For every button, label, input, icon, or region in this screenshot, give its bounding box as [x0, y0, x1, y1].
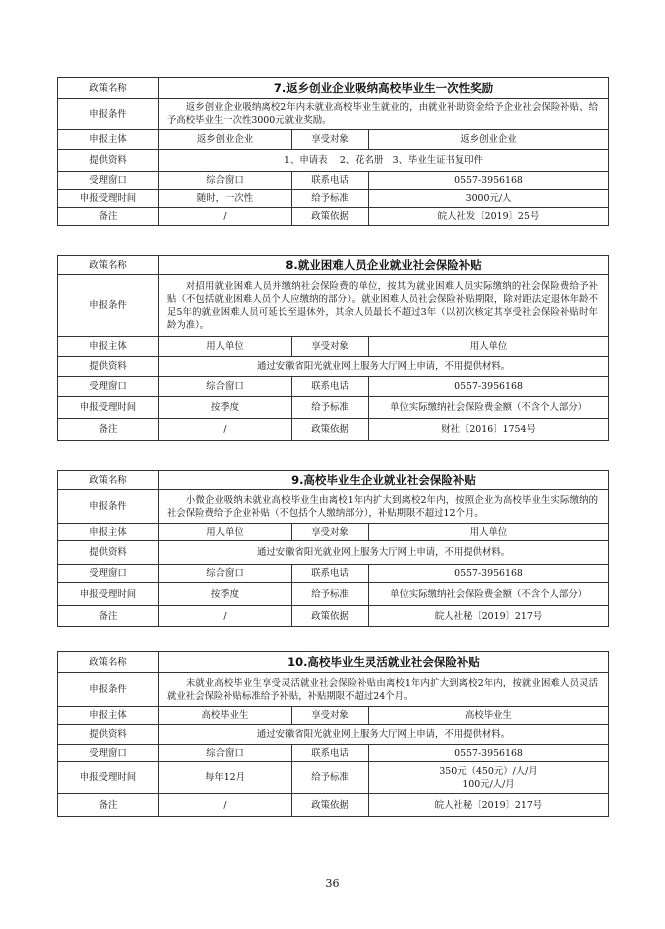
remark-value: / — [159, 419, 292, 441]
basis-value: 皖人社秘〔2019〕217号 — [369, 794, 609, 817]
policy-name-label: 政策名称 — [58, 471, 159, 490]
beneficiary-label: 享受对象 — [292, 524, 369, 541]
remark-label: 备注 — [58, 606, 159, 627]
materials-label: 提供资料 — [58, 541, 159, 565]
basis-label: 政策依据 — [292, 419, 369, 441]
policy-table-10 — [57, 651, 609, 817]
materials-value: 1、申请表 2、花名册 3、毕业生证书复印件 — [159, 150, 609, 172]
basis-value: 财社〔2016〕1754号 — [369, 419, 609, 441]
materials-value: 通过安徽省阳光就业网上服务大厅网上申请，不用提供材料。 — [159, 541, 609, 565]
standard-label: 给予标准 — [292, 762, 369, 794]
subject-value: 用人单位 — [159, 524, 292, 541]
policy-table-9 — [57, 470, 609, 627]
time-value: 按季度 — [159, 583, 292, 606]
standard-line: 3000元/人 — [465, 193, 512, 204]
conditions-label: 申报条件 — [58, 490, 159, 524]
remark-value: / — [159, 208, 292, 226]
subject-value: 高校毕业生 — [159, 707, 292, 725]
standard-line: 单位实际缴纳社会保险费金额（不含个人部分） — [390, 588, 587, 600]
conditions-text: 未就业高校毕业生享受灵活就业社会保险补贴由离校1年内扩大到离校2年内，按就业困难人员灵活就业社会保险补贴标准给予补贴，补贴期限不超过24个月。 — [159, 673, 609, 707]
policy-title: 9.高校毕业生企业就业社会保险补贴 — [159, 471, 609, 490]
subject-value: 返乡创业企业 — [159, 130, 292, 150]
remark-label: 备注 — [58, 794, 159, 817]
subject-value: 用人单位 — [159, 337, 292, 357]
subject-label: 申报主体 — [58, 524, 159, 541]
standard-value — [369, 583, 609, 606]
conditions-label: 申报条件 — [58, 275, 159, 337]
policy-name-label: 政策名称 — [58, 652, 159, 673]
phone-value: 0557-3956168 — [369, 745, 609, 762]
policy-title: 8.就业困难人员企业就业社会保险补贴 — [159, 256, 609, 275]
standard-value — [369, 762, 609, 794]
time-label: 申报受理时间 — [58, 583, 159, 606]
policy-table-7 — [57, 77, 609, 226]
basis-value: 皖人社发〔2019〕25号 — [369, 208, 609, 226]
beneficiary-value: 用人单位 — [369, 337, 609, 357]
policy-title: 7.返乡创业企业吸纳高校毕业生一次性奖励 — [159, 78, 609, 99]
phone-value: 0557-3956168 — [369, 377, 609, 397]
policy-table-8 — [57, 255, 609, 441]
policy-title: 10.高校毕业生灵活就业社会保险补贴 — [159, 652, 609, 673]
subject-label: 申报主体 — [58, 707, 159, 725]
phone-value: 0557-3956168 — [369, 172, 609, 190]
standard-label: 给予标准 — [292, 397, 369, 419]
page-number: 36 — [325, 877, 340, 890]
phone-label: 联系电话 — [292, 377, 369, 397]
window-value: 综合窗口 — [159, 172, 292, 190]
basis-label: 政策依据 — [292, 606, 369, 627]
beneficiary-value: 返乡创业企业 — [369, 130, 609, 150]
subject-label: 申报主体 — [58, 130, 159, 150]
window-label: 受理窗口 — [58, 172, 159, 190]
window-value: 综合窗口 — [159, 745, 292, 762]
beneficiary-label: 享受对象 — [292, 337, 369, 357]
window-label: 受理窗口 — [58, 565, 159, 583]
phone-label: 联系电话 — [292, 565, 369, 583]
window-label: 受理窗口 — [58, 377, 159, 397]
standard-value — [369, 397, 609, 419]
materials-value: 通过安徽省阳光就业网上服务大厅网上申请，不用提供材料。 — [159, 725, 609, 745]
time-value: 随时，一次性 — [159, 190, 292, 208]
conditions-text: 对招用就业困难人员并缴纳社会保险费的单位，按其为就业困难人员实际缴纳的社会保险费给予补贴（不包括就业困难人员个人应缴纳的部分）。就业困难人员社会保险补贴期限，除对距法定退休年龄不足5年的就业困难人员可延长至退休外，其余人员最长不超过3年（以初次核定其享受社会保险补贴时年龄为准）。 — [159, 275, 609, 337]
time-label: 申报受理时间 — [58, 190, 159, 208]
basis-value: 皖人社秘〔2019〕217号 — [369, 606, 609, 627]
standard-label: 给予标准 — [292, 583, 369, 606]
time-label: 申报受理时间 — [58, 762, 159, 794]
phone-value: 0557-3956168 — [369, 565, 609, 583]
window-value: 综合窗口 — [159, 377, 292, 397]
beneficiary-value: 高校毕业生 — [369, 707, 609, 725]
policy-name-label: 政策名称 — [58, 78, 159, 99]
remark-label: 备注 — [58, 419, 159, 441]
phone-label: 联系电话 — [292, 745, 369, 762]
conditions-text: 小微企业吸纳未就业高校毕业生由离校1年内扩大到离校2年内，按照企业为高校毕业生实际缴纳的社会保险费给予企业补贴（不包括个人缴纳部分），补贴期限不超过12个月。 — [159, 490, 609, 524]
subject-label: 申报主体 — [58, 337, 159, 357]
materials-label: 提供资料 — [58, 725, 159, 745]
remark-value: / — [159, 606, 292, 627]
policy-name-label: 政策名称 — [58, 256, 159, 275]
time-value: 每年12月 — [159, 762, 292, 794]
basis-label: 政策依据 — [292, 794, 369, 817]
conditions-label: 申报条件 — [58, 673, 159, 707]
materials-label: 提供资料 — [58, 357, 159, 377]
standard-line: 100元/人/月 — [462, 778, 515, 790]
remark-label: 备注 — [58, 208, 159, 226]
beneficiary-label: 享受对象 — [292, 707, 369, 725]
phone-label: 联系电话 — [292, 172, 369, 190]
window-label: 受理窗口 — [58, 745, 159, 762]
conditions-label: 申报条件 — [58, 99, 159, 130]
standard-label: 给予标准 — [292, 190, 369, 208]
standard-line: 350元（450元）/人/月 — [439, 765, 538, 777]
time-value: 按季度 — [159, 397, 292, 419]
standard-line: 单位实际缴纳社会保险费金额（不含个人部分） — [390, 402, 587, 413]
remark-value: / — [159, 794, 292, 817]
window-value: 综合窗口 — [159, 565, 292, 583]
basis-label: 政策依据 — [292, 208, 369, 226]
standard-value — [369, 190, 609, 208]
materials-label: 提供资料 — [58, 150, 159, 172]
time-label: 申报受理时间 — [58, 397, 159, 419]
beneficiary-value: 用人单位 — [369, 524, 609, 541]
conditions-text: 返乡创业企业吸纳离校2年内未就业高校毕业生就业的，由就业补助资金给予企业社会保险补贴、给予高校毕业生一次性3000元就业奖励。 — [159, 99, 609, 130]
beneficiary-label: 享受对象 — [292, 130, 369, 150]
materials-value: 通过安徽省阳光就业网上服务大厅网上申请，不用提供材料。 — [159, 357, 609, 377]
